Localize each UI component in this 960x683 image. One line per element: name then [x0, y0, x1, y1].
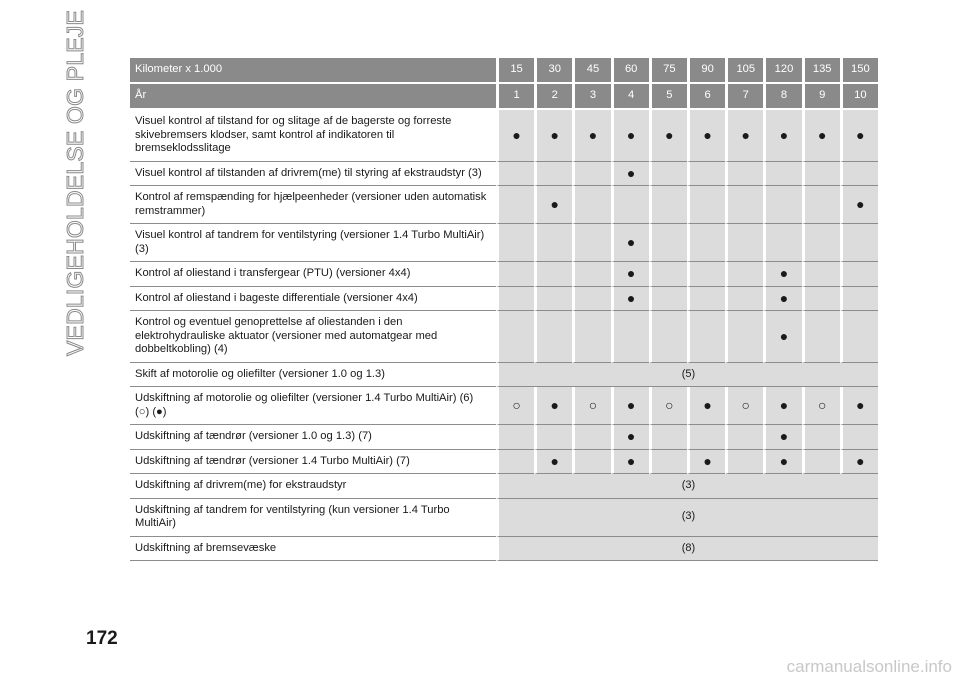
empty-cell	[572, 186, 610, 224]
filled-dot-icon: ●	[840, 110, 878, 162]
filled-dot-icon: ●	[611, 224, 649, 262]
empty-cell	[572, 425, 610, 450]
km-header-row	[130, 58, 878, 84]
empty-circle-icon: ○	[496, 387, 534, 425]
empty-cell	[763, 186, 801, 224]
empty-circle-icon: ○	[649, 387, 687, 425]
row-description: Visuel kontrol af tandrem for ventilstyring (versioner 1.4 Turbo MultiAir) (3)	[130, 224, 496, 262]
km-header-cell: 30	[534, 58, 572, 84]
filled-dot-icon: ●	[611, 287, 649, 312]
empty-circle-icon: ○	[802, 387, 840, 425]
empty-cell	[534, 262, 572, 287]
empty-circle-icon: ○	[572, 387, 610, 425]
empty-cell	[687, 162, 725, 187]
table-row	[130, 287, 878, 312]
filled-dot-icon: ●	[840, 450, 878, 475]
empty-cell	[534, 287, 572, 312]
empty-cell	[649, 450, 687, 475]
filled-dot-icon: ●	[725, 110, 763, 162]
filled-dot-icon: ●	[611, 387, 649, 425]
empty-cell	[611, 311, 649, 363]
empty-cell	[496, 224, 534, 262]
empty-cell	[649, 262, 687, 287]
table-row	[130, 186, 878, 224]
empty-cell	[572, 224, 610, 262]
filled-dot-icon: ●	[763, 311, 801, 363]
km-header-cell: 135	[802, 58, 840, 84]
row-description: Udskiftning af motorolie og oliefilter (versioner 1.4 Turbo MultiAir) (6) (○) (●)	[130, 387, 496, 425]
year-label: År	[130, 84, 496, 110]
table-row	[130, 537, 878, 562]
empty-cell	[763, 224, 801, 262]
year-header-cell: 1	[496, 84, 534, 110]
km-header-cell: 75	[649, 58, 687, 84]
filled-dot-icon: ●	[534, 110, 572, 162]
empty-cell	[572, 287, 610, 312]
empty-cell	[840, 262, 878, 287]
row-note: (3)	[496, 499, 878, 537]
empty-cell	[534, 311, 572, 363]
schedule-body	[130, 110, 878, 561]
empty-cell	[534, 224, 572, 262]
empty-cell	[649, 186, 687, 224]
empty-cell	[687, 224, 725, 262]
empty-cell	[802, 425, 840, 450]
empty-cell	[725, 162, 763, 187]
empty-cell	[572, 262, 610, 287]
row-description: Kontrol af remspænding for hjælpeenheder (versioner uden automatisk remstrammer)	[130, 186, 496, 224]
table-row	[130, 499, 878, 537]
table-row	[130, 425, 878, 450]
table-row	[130, 363, 878, 388]
empty-cell	[649, 287, 687, 312]
empty-cell	[534, 425, 572, 450]
table-row	[130, 387, 878, 425]
km-header-cell: 15	[496, 58, 534, 84]
row-note: (8)	[496, 537, 878, 562]
row-description: Kontrol af oliestand i bageste differentiale (versioner 4x4)	[130, 287, 496, 312]
filled-dot-icon: ●	[763, 262, 801, 287]
km-header-cell: 60	[611, 58, 649, 84]
empty-cell	[687, 425, 725, 450]
empty-cell	[725, 425, 763, 450]
empty-circle-icon: ○	[725, 387, 763, 425]
filled-dot-icon: ●	[611, 450, 649, 475]
empty-cell	[840, 425, 878, 450]
year-header-cell: 7	[725, 84, 763, 110]
section-title: VEDLIGEHOLDELSE OG PLEJE	[62, 9, 88, 356]
row-description: Udskiftning af tandrem for ventilstyring (kun versioner 1.4 Turbo MultiAir)	[130, 499, 496, 537]
table-row	[130, 162, 878, 187]
row-description: Udskiftning af bremsevæske	[130, 537, 496, 562]
empty-cell	[687, 311, 725, 363]
filled-dot-icon: ●	[763, 287, 801, 312]
empty-cell	[649, 162, 687, 187]
empty-cell	[802, 262, 840, 287]
km-label: Kilometer x 1.000	[130, 58, 496, 84]
km-header-cell: 150	[840, 58, 878, 84]
table-row	[130, 224, 878, 262]
empty-cell	[649, 311, 687, 363]
empty-cell	[840, 287, 878, 312]
row-description: Kontrol og eventuel genoprettelse af oliestanden i den elektrohydrauliske aktuator (versioner med automatgear med dobbeltkobling) (4)	[130, 311, 496, 363]
filled-dot-icon: ●	[534, 186, 572, 224]
empty-cell	[802, 162, 840, 187]
filled-dot-icon: ●	[763, 425, 801, 450]
empty-cell	[802, 450, 840, 475]
filled-dot-icon: ●	[840, 186, 878, 224]
empty-cell	[496, 262, 534, 287]
filled-dot-icon: ●	[611, 425, 649, 450]
filled-dot-icon: ●	[840, 387, 878, 425]
year-header-cell: 4	[611, 84, 649, 110]
row-description: Skift af motorolie og oliefilter (versioner 1.0 og 1.3)	[130, 363, 496, 388]
empty-cell	[687, 262, 725, 287]
year-header-cell: 10	[840, 84, 878, 110]
empty-cell	[496, 287, 534, 312]
year-header-row	[130, 84, 878, 110]
year-header-cell: 9	[802, 84, 840, 110]
km-header-cell: 120	[763, 58, 801, 84]
empty-cell	[725, 311, 763, 363]
empty-cell	[763, 162, 801, 187]
empty-cell	[496, 450, 534, 475]
year-header-cell: 6	[687, 84, 725, 110]
empty-cell	[802, 224, 840, 262]
filled-dot-icon: ●	[802, 110, 840, 162]
filled-dot-icon: ●	[687, 387, 725, 425]
row-note: (3)	[496, 474, 878, 499]
filled-dot-icon: ●	[611, 162, 649, 187]
year-header-cell: 5	[649, 84, 687, 110]
empty-cell	[649, 425, 687, 450]
table-row	[130, 110, 878, 162]
empty-cell	[572, 450, 610, 475]
km-header-cell: 90	[687, 58, 725, 84]
filled-dot-icon: ●	[611, 262, 649, 287]
empty-cell	[496, 162, 534, 187]
empty-cell	[840, 224, 878, 262]
filled-dot-icon: ●	[687, 450, 725, 475]
empty-cell	[611, 186, 649, 224]
filled-dot-icon: ●	[649, 110, 687, 162]
empty-cell	[802, 186, 840, 224]
row-description: Visuel kontrol af tilstand for og slitage af de bagerste og forreste skivebremsers klodser, samt kontrol af indikatoren til bremseklodsslitage	[130, 110, 496, 162]
empty-cell	[725, 287, 763, 312]
filled-dot-icon: ●	[763, 110, 801, 162]
filled-dot-icon: ●	[763, 450, 801, 475]
row-description: Udskiftning af tændrør (versioner 1.4 Turbo MultiAir) (7)	[130, 450, 496, 475]
empty-cell	[496, 311, 534, 363]
row-description: Udskiftning af tændrør (versioner 1.0 og 1.3) (7)	[130, 425, 496, 450]
year-header-cell: 2	[534, 84, 572, 110]
year-header-cell: 8	[763, 84, 801, 110]
table-row	[130, 450, 878, 475]
km-header-cell: 105	[725, 58, 763, 84]
empty-cell	[725, 186, 763, 224]
filled-dot-icon: ●	[763, 387, 801, 425]
empty-cell	[496, 425, 534, 450]
table-row	[130, 311, 878, 363]
empty-cell	[687, 186, 725, 224]
table-row	[130, 262, 878, 287]
empty-cell	[687, 287, 725, 312]
empty-cell	[534, 162, 572, 187]
filled-dot-icon: ●	[496, 110, 534, 162]
empty-cell	[572, 311, 610, 363]
filled-dot-icon: ●	[572, 110, 610, 162]
empty-cell	[725, 450, 763, 475]
empty-cell	[649, 224, 687, 262]
filled-dot-icon: ●	[687, 110, 725, 162]
page-number: 172	[86, 628, 118, 649]
empty-cell	[496, 186, 534, 224]
row-description: Kontrol af oliestand i transfergear (PTU) (versioner 4x4)	[130, 262, 496, 287]
filled-dot-icon: ●	[534, 387, 572, 425]
row-description: Udskiftning af drivrem(me) for ekstraudstyr	[130, 474, 496, 499]
maintenance-schedule-table	[130, 58, 878, 561]
row-description: Visuel kontrol af tilstanden af drivrem(me) til styring af ekstraudstyr (3)	[130, 162, 496, 187]
filled-dot-icon: ●	[534, 450, 572, 475]
year-header-cell: 3	[572, 84, 610, 110]
empty-cell	[802, 311, 840, 363]
watermark: carmanualsonline.info	[786, 657, 952, 676]
empty-cell	[725, 262, 763, 287]
empty-cell	[572, 162, 610, 187]
empty-cell	[725, 224, 763, 262]
table-row	[130, 474, 878, 499]
km-header-cell: 45	[572, 58, 610, 84]
row-note: (5)	[496, 363, 878, 388]
empty-cell	[802, 287, 840, 312]
empty-cell	[840, 311, 878, 363]
empty-cell	[840, 162, 878, 187]
filled-dot-icon: ●	[611, 110, 649, 162]
